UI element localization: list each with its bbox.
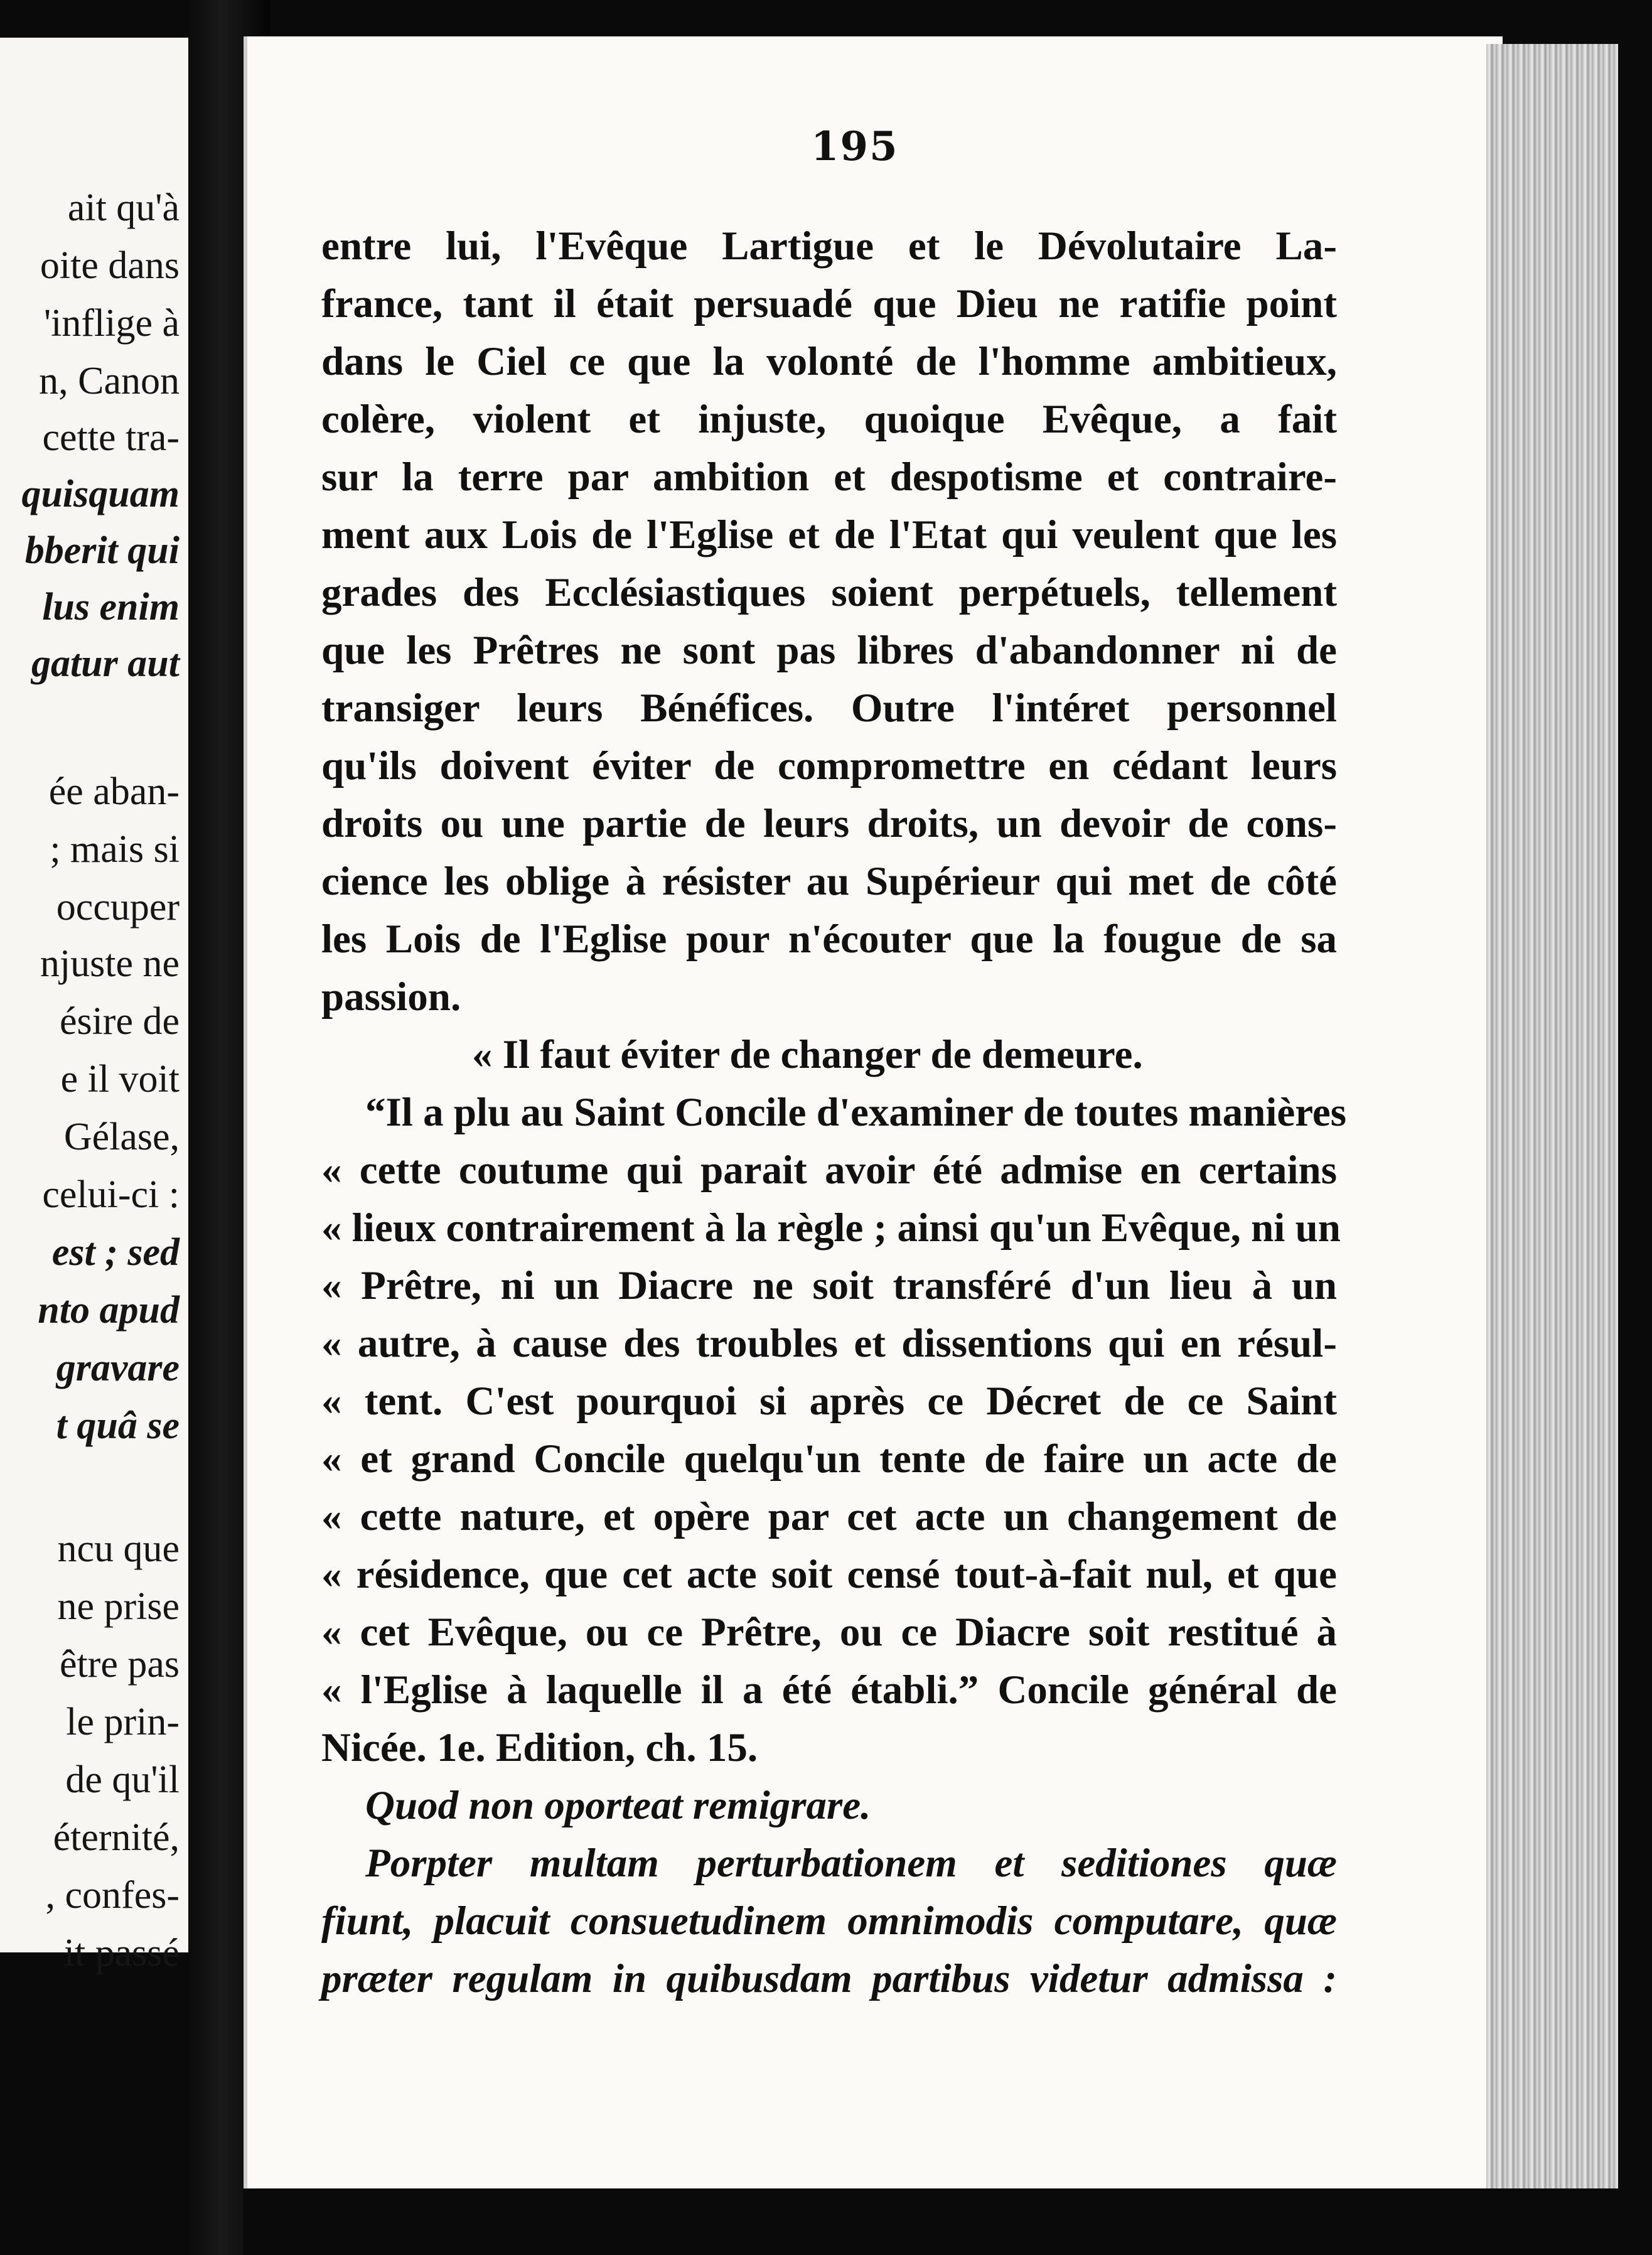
text-line: cience les oblige à résister au Supérieur qui met de côté: [321, 859, 1337, 904]
quote-line: « cet Evêque, ou ce Prêtre, ou ce Diacre soit restitué à: [321, 1610, 1337, 1655]
bottom-shadow: [244, 2188, 1652, 2255]
quote-line: “Il a plu au Saint Concile d'examiner de toutes manières: [365, 1090, 1347, 1135]
previous-page-line: ; mais si: [50, 828, 180, 871]
quote-line: « lieux contrairement à la règle ; ainsi qu'un Evêque, ni un: [321, 1205, 1341, 1251]
previous-page-line: ne prise: [57, 1585, 180, 1628]
quote-line: « résidence, que cet acte soit censé tout-à-fait nul, et que: [321, 1552, 1337, 1597]
previous-page-line: Gélase,: [63, 1116, 180, 1158]
latin-heading: Quod non oporteat remigrare.: [365, 1783, 871, 1828]
text-line: passion.: [321, 974, 461, 1020]
previous-page-line: ncu que: [57, 1527, 180, 1570]
text-line: colère, violent et injuste, quoique Evêque, a fait: [321, 397, 1337, 442]
previous-page-line: , confes-: [45, 1874, 180, 1917]
quote-heading: « Il faut éviter de changer de demeure.: [472, 1032, 1143, 1077]
previous-page-line: être pas: [59, 1643, 180, 1686]
text-line: droits ou une partie de leurs droits, un devoir de cons-: [321, 801, 1337, 846]
quote-line: « autre, à cause des troubles et dissentions qui en résul-: [321, 1321, 1337, 1366]
quote-line: « tent. C'est pourquoi si après ce Décret de ce Saint: [321, 1379, 1337, 1424]
page-edges: [1486, 44, 1618, 2191]
previous-page-line: njuste ne: [40, 942, 180, 985]
quote-line: « Prêtre, ni un Diacre ne soit transféré d'un lieu à un: [321, 1263, 1337, 1308]
previous-page-line: celui-ci :: [42, 1173, 180, 1216]
text-line: entre lui, l'Evêque Lartigue et le Dévolutaire La-: [321, 223, 1337, 269]
previous-page-line: t quâ se: [56, 1404, 180, 1447]
citation: Nicée. 1e. Edition, ch. 15.: [321, 1725, 758, 1770]
latin-line: Porpter multam perturbationem et seditiones quæ: [365, 1841, 1337, 1886]
right-shadow: [1618, 25, 1652, 2255]
quote-line: « et grand Concile quelqu'un tente de faire un acte de: [321, 1436, 1337, 1482]
previous-page-line: n, Canon: [39, 360, 180, 402]
previous-page-line: e il voit: [60, 1058, 180, 1101]
quote-line: « cette nature, et opère par cet acte un changement de: [321, 1494, 1337, 1539]
previous-page-line: nto apud: [38, 1289, 180, 1332]
text-line: ment aux Lois de l'Eglise et de l'Etat qui veulent que les: [321, 512, 1337, 557]
previous-page-line: ée aban-: [48, 770, 180, 813]
previous-page-line: 'inflige à: [43, 302, 180, 345]
latin-line: fiunt, placuit consuetudinem omnimodis computare, quæ: [321, 1898, 1337, 1944]
previous-page-line: oite dans: [40, 244, 180, 287]
previous-page-line: cette tra-: [42, 416, 180, 459]
previous-page-line: est ; sed: [51, 1231, 180, 1274]
text-line: les Lois de l'Eglise pour n'écouter que la fougue de sa: [321, 917, 1337, 962]
previous-page-line: occuper: [56, 886, 180, 928]
previous-page-line: gatur aut: [31, 642, 180, 685]
quote-line: « cette coutume qui parait avoir été admise en certains: [321, 1148, 1337, 1193]
text-line: france, tant il était persuadé que Dieu ne ratifie point: [321, 281, 1337, 326]
previous-page-line: ait qu'à: [67, 186, 180, 229]
text-line: que les Prêtres ne sont pas libres d'abandonner ni de: [321, 628, 1337, 673]
previous-page-line: it passé: [63, 1932, 180, 1974]
previous-page-line: le prin-: [66, 1701, 180, 1743]
text-line: qu'ils doivent éviter de compromettre en cédant leurs: [321, 743, 1337, 788]
previous-page-line: gravare: [56, 1347, 180, 1389]
text-line: sur la terre par ambition et despotisme et contraire-: [321, 455, 1337, 500]
previous-page-line: de qu'il: [65, 1758, 180, 1801]
quote-line: « l'Eglise à laquelle il a été établi.” Concile général de: [321, 1667, 1337, 1713]
latin-line: præter regulam in quibusdam partibus videtur admissa :: [321, 1956, 1337, 2001]
text-line: transiger leurs Bénéfices. Outre l'intéret personnel: [321, 686, 1337, 731]
text-line: grades des Ecclésiastiques soient perpétuels, tellement: [321, 570, 1337, 615]
text-line: dans le Ciel ce que la volonté de l'homme ambitieux,: [321, 339, 1337, 384]
previous-page-line: ésire de: [59, 1000, 180, 1043]
previous-page-line: bberit qui: [24, 529, 180, 572]
previous-page: [0, 38, 188, 1974]
previous-page-line: quisquam: [21, 473, 180, 515]
page-number: 195: [811, 123, 899, 170]
previous-page-line: lus enim: [42, 586, 180, 628]
previous-page-line: éternité,: [53, 1816, 180, 1859]
page-text: [321, 217, 1347, 2008]
